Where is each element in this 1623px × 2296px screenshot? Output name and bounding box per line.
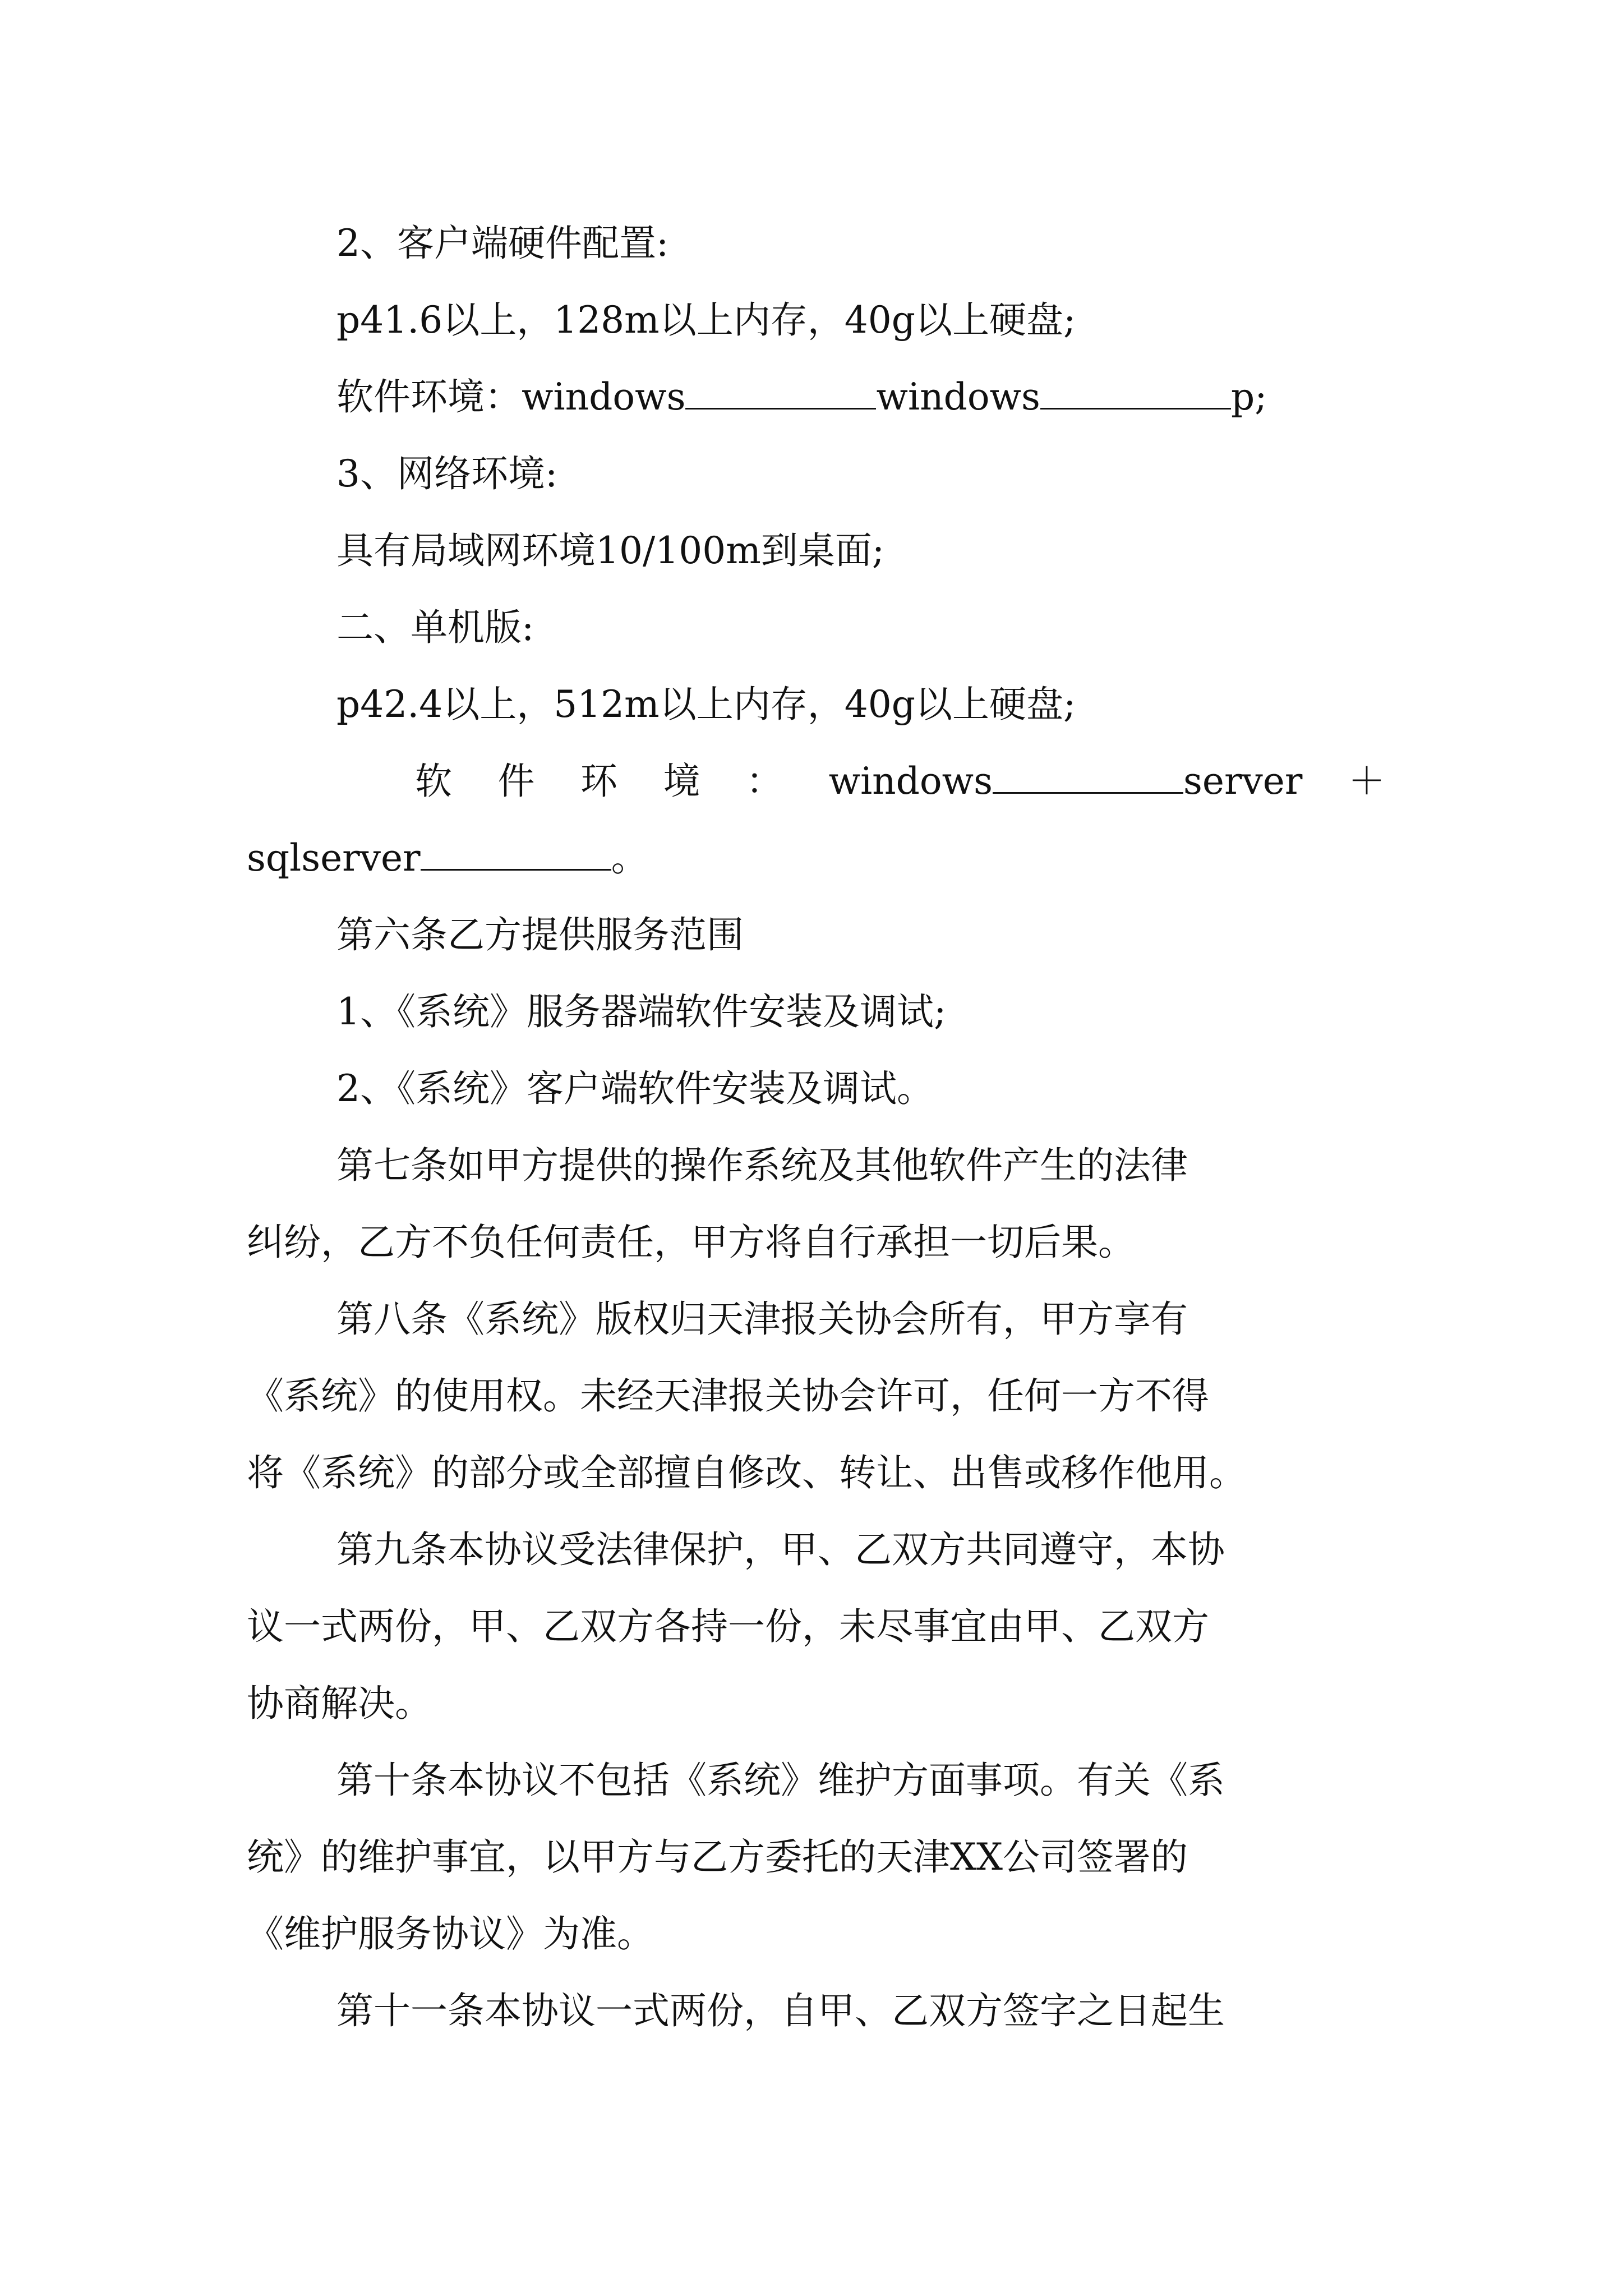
line-text: 第九条本协议受法律保护，甲、乙双方共同遵守，本协: [336, 1528, 1225, 1571]
text-line: [247, 1665, 1385, 1742]
line-text: 环: [580, 760, 618, 803]
line-text: 2、《系统》客户端软件安装及调试。: [336, 1067, 934, 1110]
fill-blank: [421, 836, 611, 871]
text-line: [247, 1050, 1385, 1127]
text-line: [247, 1358, 1385, 1434]
line-text: 二、单机版:: [336, 606, 534, 649]
text-line: [247, 1819, 1385, 1895]
text-line: [247, 1972, 1385, 2049]
fill-blank: [1040, 375, 1231, 409]
text-line: [247, 1434, 1385, 1511]
line-text: 3、网络环境:: [336, 452, 558, 495]
text-line: [247, 1588, 1385, 1665]
line-text: ：: [746, 760, 783, 803]
line-text: ＋: [1348, 760, 1385, 803]
line-text: p41.6以上，128m以上内存，40g以上硬盘;: [336, 298, 1076, 342]
text-line: [247, 820, 1385, 896]
line-text-group: [829, 743, 1303, 820]
document-body: [247, 205, 1385, 2049]
line-text: 2、客户端硬件配置:: [336, 222, 669, 265]
line-text: 第八条《系统》版权归天津报关协会所有，甲方享有: [336, 1297, 1188, 1341]
line-text: 第六条乙方提供服务范围: [336, 913, 744, 956]
text-line: [247, 1511, 1385, 1588]
line-text: p;: [1230, 375, 1267, 418]
text-line: [247, 589, 1385, 666]
line-text: 境: [663, 760, 700, 803]
text-line: [247, 435, 1385, 512]
line-text: windows: [876, 375, 1040, 418]
line-text: 。: [611, 836, 648, 880]
line-text: 统》的维护事宜，以甲方与乙方委托的天津XX公司签署的: [247, 1835, 1188, 1879]
text-line: [247, 1127, 1385, 1204]
line-text: 1、《系统》服务器端软件安装及调试;: [336, 990, 947, 1033]
text-line: [247, 1204, 1385, 1281]
line-text: 《维护服务协议》为准。: [247, 1912, 654, 1955]
line-text: 软: [415, 760, 452, 803]
text-line: [247, 1895, 1385, 1972]
text-line: [247, 205, 1385, 282]
line-text: windows: [828, 760, 993, 803]
text-line: [247, 512, 1385, 589]
text-line: [247, 358, 1385, 435]
text-line: [247, 896, 1385, 973]
line-text: 将《系统》的部分或全部擅自修改、转让、出售或移作他用。: [247, 1451, 1246, 1494]
line-text: 《系统》的使用权。未经天津报关协会许可，任何一方不得: [247, 1374, 1209, 1418]
line-text: server: [1183, 760, 1303, 803]
line-text: 软件环境：windows: [336, 375, 686, 418]
line-text: p42.4以上，512m以上内存，40g以上硬盘;: [336, 683, 1076, 726]
line-text: 件: [497, 760, 535, 803]
line-text: sqlserver: [247, 836, 421, 880]
text-line: [247, 1742, 1385, 1819]
text-line: [247, 282, 1385, 358]
line-text: 第十条本协议不包括《系统》维护方面事项。有关《系: [336, 1759, 1225, 1802]
fill-blank: [993, 760, 1183, 794]
fill-blank: [685, 375, 876, 409]
text-line-justified: [247, 743, 1385, 820]
line-text: 协商解决。: [247, 1682, 432, 1725]
line-text: 具有局域网环境10/100m到桌面;: [336, 529, 885, 572]
line-text: 第七条如甲方提供的操作系统及其他软件产生的法律: [336, 1144, 1188, 1187]
line-text: 第十一条本协议一式两份，自甲、乙双方签字之日起生: [336, 1989, 1225, 2032]
text-line: [247, 666, 1385, 743]
text-line: [247, 973, 1385, 1050]
text-line: [247, 1281, 1385, 1358]
line-text: 议一式两份，甲、乙双方各持一份，未尽事宜由甲、乙双方: [247, 1605, 1209, 1648]
line-text: 纠纷，乙方不负任何责任，甲方将自行承担一切后果。: [247, 1221, 1135, 1264]
